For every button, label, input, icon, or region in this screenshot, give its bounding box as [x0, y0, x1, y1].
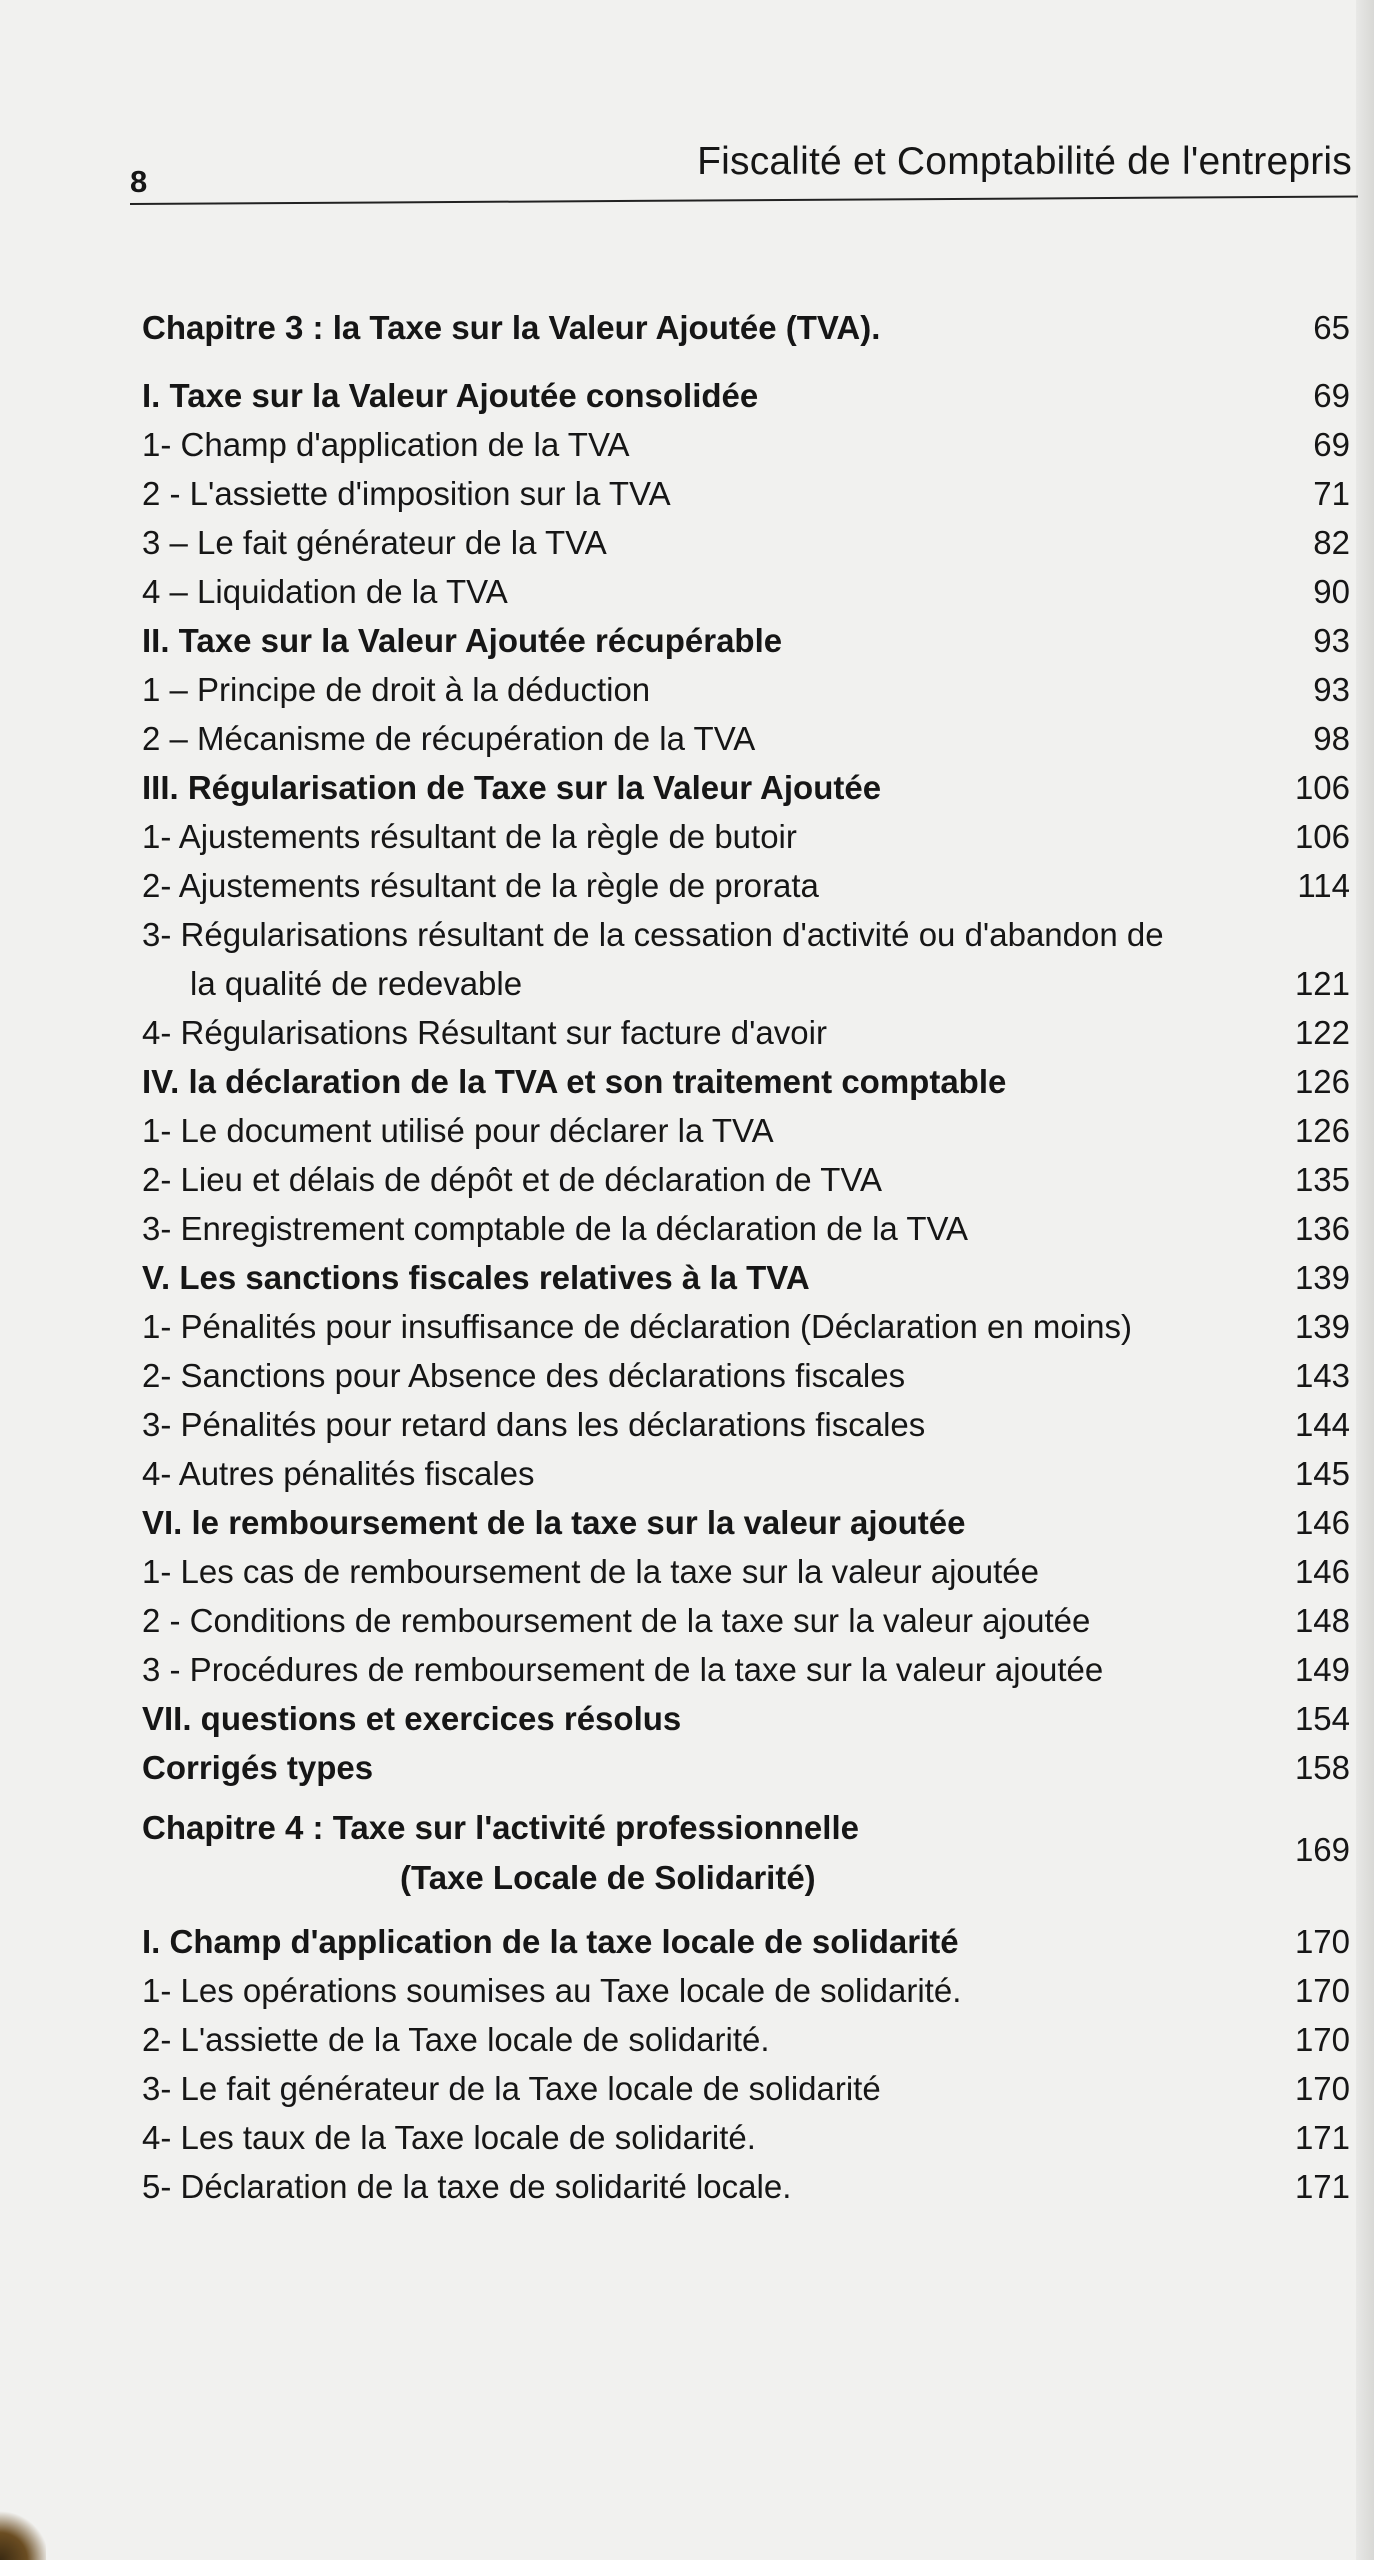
- toc-entry: [142, 1971, 1350, 2011]
- toc-entry: [142, 719, 1350, 759]
- entry-title: 4- Autres pénalités fiscales: [142, 1455, 535, 1492]
- entry-title: 3 – Le fait générateur de la TVA: [142, 524, 607, 561]
- page-header: [130, 138, 1352, 198]
- entry-page: 126: [1294, 1112, 1350, 1149]
- entry-title: Corrigés types: [142, 1749, 374, 1786]
- page-corner-shadow: [0, 2510, 46, 2560]
- entry-title: 2 - Conditions de remboursement de la taxe sur la valeur ajoutée: [142, 1602, 1091, 1639]
- toc-entry: [142, 2069, 1350, 2109]
- toc-entry: [142, 523, 1350, 563]
- toc-entry: [142, 474, 1350, 514]
- entry-title: IV. la déclaration de la TVA et son traitement comptable: [142, 1063, 1007, 1100]
- entry-title: V. Les sanctions fiscales relatives à la TVA: [142, 1259, 810, 1296]
- toc-entry: [142, 1405, 1350, 1445]
- entry-page: 158: [1294, 1749, 1350, 1786]
- entry-title: 4- Les taux de la Taxe locale de solidarité.: [142, 2119, 756, 2156]
- toc-entry: [142, 308, 1350, 348]
- toc-entry: [142, 376, 1350, 416]
- toc-entry: [142, 1601, 1350, 1641]
- entry-page: 171: [1294, 2168, 1350, 2205]
- toc-entry: [142, 768, 1350, 808]
- entry-page: 122: [1294, 1014, 1350, 1051]
- entry-page: 93: [1313, 622, 1350, 659]
- toc-entry: [142, 2167, 1350, 2207]
- toc-entry: [142, 670, 1350, 710]
- entry-title: la qualité de redevable: [190, 965, 523, 1002]
- toc-entry: [142, 572, 1350, 612]
- entry-page: 139: [1294, 1308, 1350, 1345]
- toc-entry: [142, 866, 1350, 906]
- entry-page: 149: [1294, 1651, 1350, 1688]
- entry-page: 106: [1294, 769, 1350, 806]
- entry-page: 169: [1294, 1831, 1350, 1868]
- toc-entry: [142, 1808, 1350, 1868]
- toc-entry: [142, 1111, 1350, 1151]
- entry-page: 114: [1297, 867, 1350, 904]
- toc-entry: [142, 2118, 1350, 2158]
- entry-title: 1- Les opérations soumises au Taxe locale de solidarité.: [142, 1972, 962, 2009]
- entry-title: VI. le remboursement de la taxe sur la valeur ajoutée: [142, 1504, 966, 1541]
- entry-title: 1- Ajustements résultant de la règle de butoir: [142, 818, 797, 855]
- entry-page: 146: [1294, 1504, 1350, 1541]
- entry-page: 65: [1313, 309, 1350, 346]
- entry-page: 170: [1294, 1923, 1350, 1960]
- toc-entry-continued: [190, 964, 1350, 1004]
- entry-title: 1- Le document utilisé pour déclarer la TVA: [142, 1112, 774, 1149]
- entry-page: 136: [1294, 1210, 1350, 1247]
- entry-page: 98: [1313, 720, 1350, 757]
- entry-title: 2 - L'assiette d'imposition sur la TVA: [142, 475, 671, 512]
- toc-entry: [142, 425, 1350, 465]
- toc-entry: [142, 1503, 1350, 1543]
- entry-title: II. Taxe sur la Valeur Ajoutée récupérable: [142, 622, 783, 659]
- toc-entry: [142, 1699, 1350, 1739]
- toc-entry: [142, 1748, 1350, 1788]
- entry-title: 2- L'assiette de la Taxe locale de solidarité.: [142, 2021, 770, 2058]
- entry-title: 1- Pénalités pour insuffisance de déclaration (Déclaration en moins): [142, 1308, 1132, 1345]
- toc-entry: [142, 621, 1350, 661]
- entry-page: 170: [1294, 2070, 1350, 2107]
- entry-title: 3- Le fait générateur de la Taxe locale de solidarité: [142, 2070, 881, 2107]
- toc-entry: [142, 915, 1350, 955]
- entry-page: 90: [1313, 573, 1350, 610]
- entry-page: 93: [1313, 671, 1350, 708]
- entry-page: 170: [1294, 1972, 1350, 2009]
- toc-entry: [142, 1552, 1350, 1592]
- entry-title: 2 – Mécanisme de récupération de la TVA: [142, 720, 756, 757]
- entry-title: 3- Enregistrement comptable de la déclaration de la TVA: [142, 1210, 969, 1247]
- entry-title: 1 – Principe de droit à la déduction: [142, 671, 651, 708]
- toc-entry: [142, 1013, 1350, 1053]
- entry-page: 106: [1294, 818, 1350, 855]
- toc-entry: [142, 1258, 1350, 1298]
- entry-page: 126: [1294, 1063, 1350, 1100]
- entry-page: 69: [1313, 377, 1350, 414]
- entry-title: I. Champ d'application de la taxe locale de solidarité: [142, 1923, 959, 1960]
- entry-title: I. Taxe sur la Valeur Ajoutée consolidée: [142, 377, 759, 414]
- entry-title: 1- Champ d'application de la TVA: [142, 426, 630, 463]
- entry-page: 139: [1294, 1259, 1350, 1296]
- entry-title: 2- Lieu et délais de dépôt et de déclaration de TVA: [142, 1161, 882, 1198]
- entry-page: 146: [1294, 1553, 1350, 1590]
- entry-page: 143: [1294, 1357, 1350, 1394]
- entry-title: VII. questions et exercices résolus: [142, 1700, 682, 1737]
- entry-title: Chapitre 3 : la Taxe sur la Valeur Ajoutée (TVA).: [142, 309, 881, 346]
- toc-entry: [142, 1650, 1350, 1690]
- entry-title: 2- Ajustements résultant de la règle de prorata: [142, 867, 819, 904]
- entry-page: 170: [1294, 2021, 1350, 2058]
- entry-page: 148: [1294, 1602, 1350, 1639]
- entry-title: 3- Pénalités pour retard dans les déclarations fiscales: [142, 1406, 926, 1443]
- entry-page: 154: [1294, 1700, 1350, 1737]
- toc-entry: [142, 1454, 1350, 1494]
- entry-title: 3 - Procédures de remboursement de la taxe sur la valeur ajoutée: [142, 1651, 1104, 1688]
- entry-page: 71: [1313, 475, 1350, 512]
- toc-entry: [142, 1160, 1350, 1200]
- entry-page: 135: [1294, 1161, 1350, 1198]
- entry-title: 2- Sanctions pour Absence des déclarations fiscales: [142, 1357, 906, 1394]
- toc-entry: [142, 1922, 1350, 1962]
- entry-page: 69: [1313, 426, 1350, 463]
- entry-page: 145: [1294, 1455, 1350, 1492]
- entry-title: 1- Les cas de remboursement de la taxe sur la valeur ajoutée: [142, 1553, 1039, 1590]
- page-number: 8: [130, 164, 148, 199]
- entry-page: 144: [1294, 1406, 1350, 1443]
- entry-page: 121: [1294, 965, 1350, 1002]
- entry-page: 82: [1313, 524, 1350, 561]
- entry-title: 4- Régularisations Résultant sur facture d'avoir: [142, 1014, 827, 1051]
- entry-title: III. Régularisation de Taxe sur la Valeur Ajoutée: [142, 769, 882, 806]
- toc-entry: [142, 817, 1350, 857]
- toc-entry: [142, 1356, 1350, 1396]
- entry-title: 3- Régularisations résultant de la cessation d'activité ou d'abandon de: [142, 916, 1164, 953]
- entry-title: 5- Déclaration de la taxe de solidarité locale.: [142, 2168, 792, 2205]
- entry-page: 171: [1294, 2119, 1350, 2156]
- entry-title: 4 – Liquidation de la TVA: [142, 573, 508, 610]
- entry-title: Chapitre 4 : Taxe sur l'activité professionnelle: [142, 1809, 859, 1846]
- toc-entry: [142, 2020, 1350, 2060]
- toc-entry: [142, 1062, 1350, 1102]
- toc-entry: [142, 1209, 1350, 1249]
- toc-entry: [142, 1307, 1350, 1347]
- running-title: Fiscalité et Comptabilité de l'entrepris: [697, 140, 1352, 183]
- page-edge: [1356, 0, 1374, 2560]
- chapter-subtitle: (Taxe Locale de Solidarité): [400, 1859, 816, 1896]
